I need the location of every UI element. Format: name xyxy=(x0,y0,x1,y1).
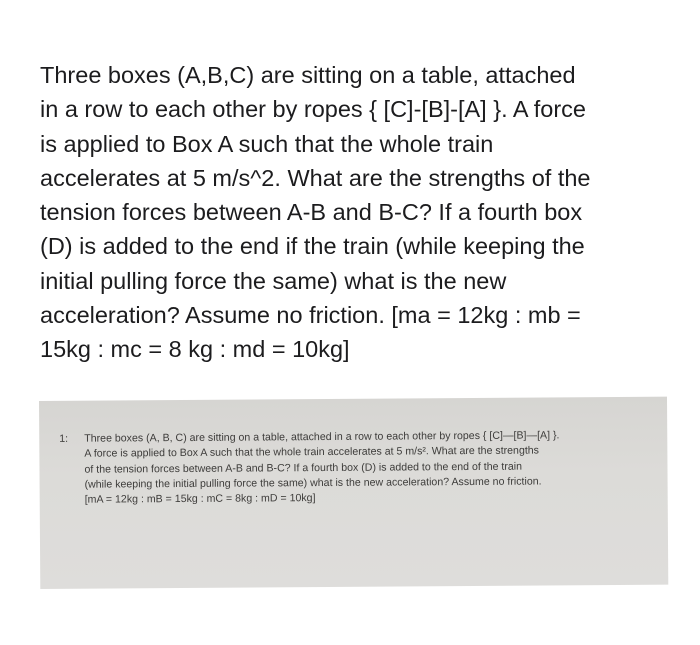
photo-line: of the tension forces between A-B and B-C? If a fourth box (D) is added to the end of the train xyxy=(84,460,523,476)
photo-line: (while keeping the initial pulling force the same) what is the new acceleration? Assume no friction. xyxy=(84,475,542,491)
question-line: is applied to Box A such that the whole train xyxy=(40,130,494,157)
photo-line: A force is applied to Box A such that the whole train accelerates at 5 m/s². What are the strengths xyxy=(84,444,540,460)
question-line: initial pulling force the same) what is the new xyxy=(40,267,507,294)
question-number: 1: xyxy=(59,432,69,445)
question-line: 15kg : mc = 8 kg : md = 10kg] xyxy=(40,336,350,363)
question-line: (D) is added to the end if the train (while keeping the xyxy=(40,233,585,260)
photo-question-text xyxy=(59,428,660,509)
photo-line: [mA = 12kg : mB = 15kg : mC = 8kg : mD = 10kg] xyxy=(84,492,316,506)
question-line: Three boxes (A,B,C) are sitting on a table, attached xyxy=(40,62,576,88)
question-line: accelerates at 5 m/s^2. What are the strengths of the xyxy=(40,164,591,191)
question-line: tension forces between A-B and B-C? If a fourth box xyxy=(40,199,583,226)
typed-question-text xyxy=(40,58,670,367)
photo-line: Three boxes (A, B, C) are sitting on a table, attached in a row to each other by ropes { [C]—[B]—[A] }. xyxy=(84,429,560,445)
question-photo xyxy=(39,397,668,589)
question-line: in a row to each other by ropes { [C]-[B]-[A] }. A force xyxy=(40,96,586,123)
question-line: acceleration? Assume no friction. [ma = 12kg : mb = xyxy=(40,302,581,329)
